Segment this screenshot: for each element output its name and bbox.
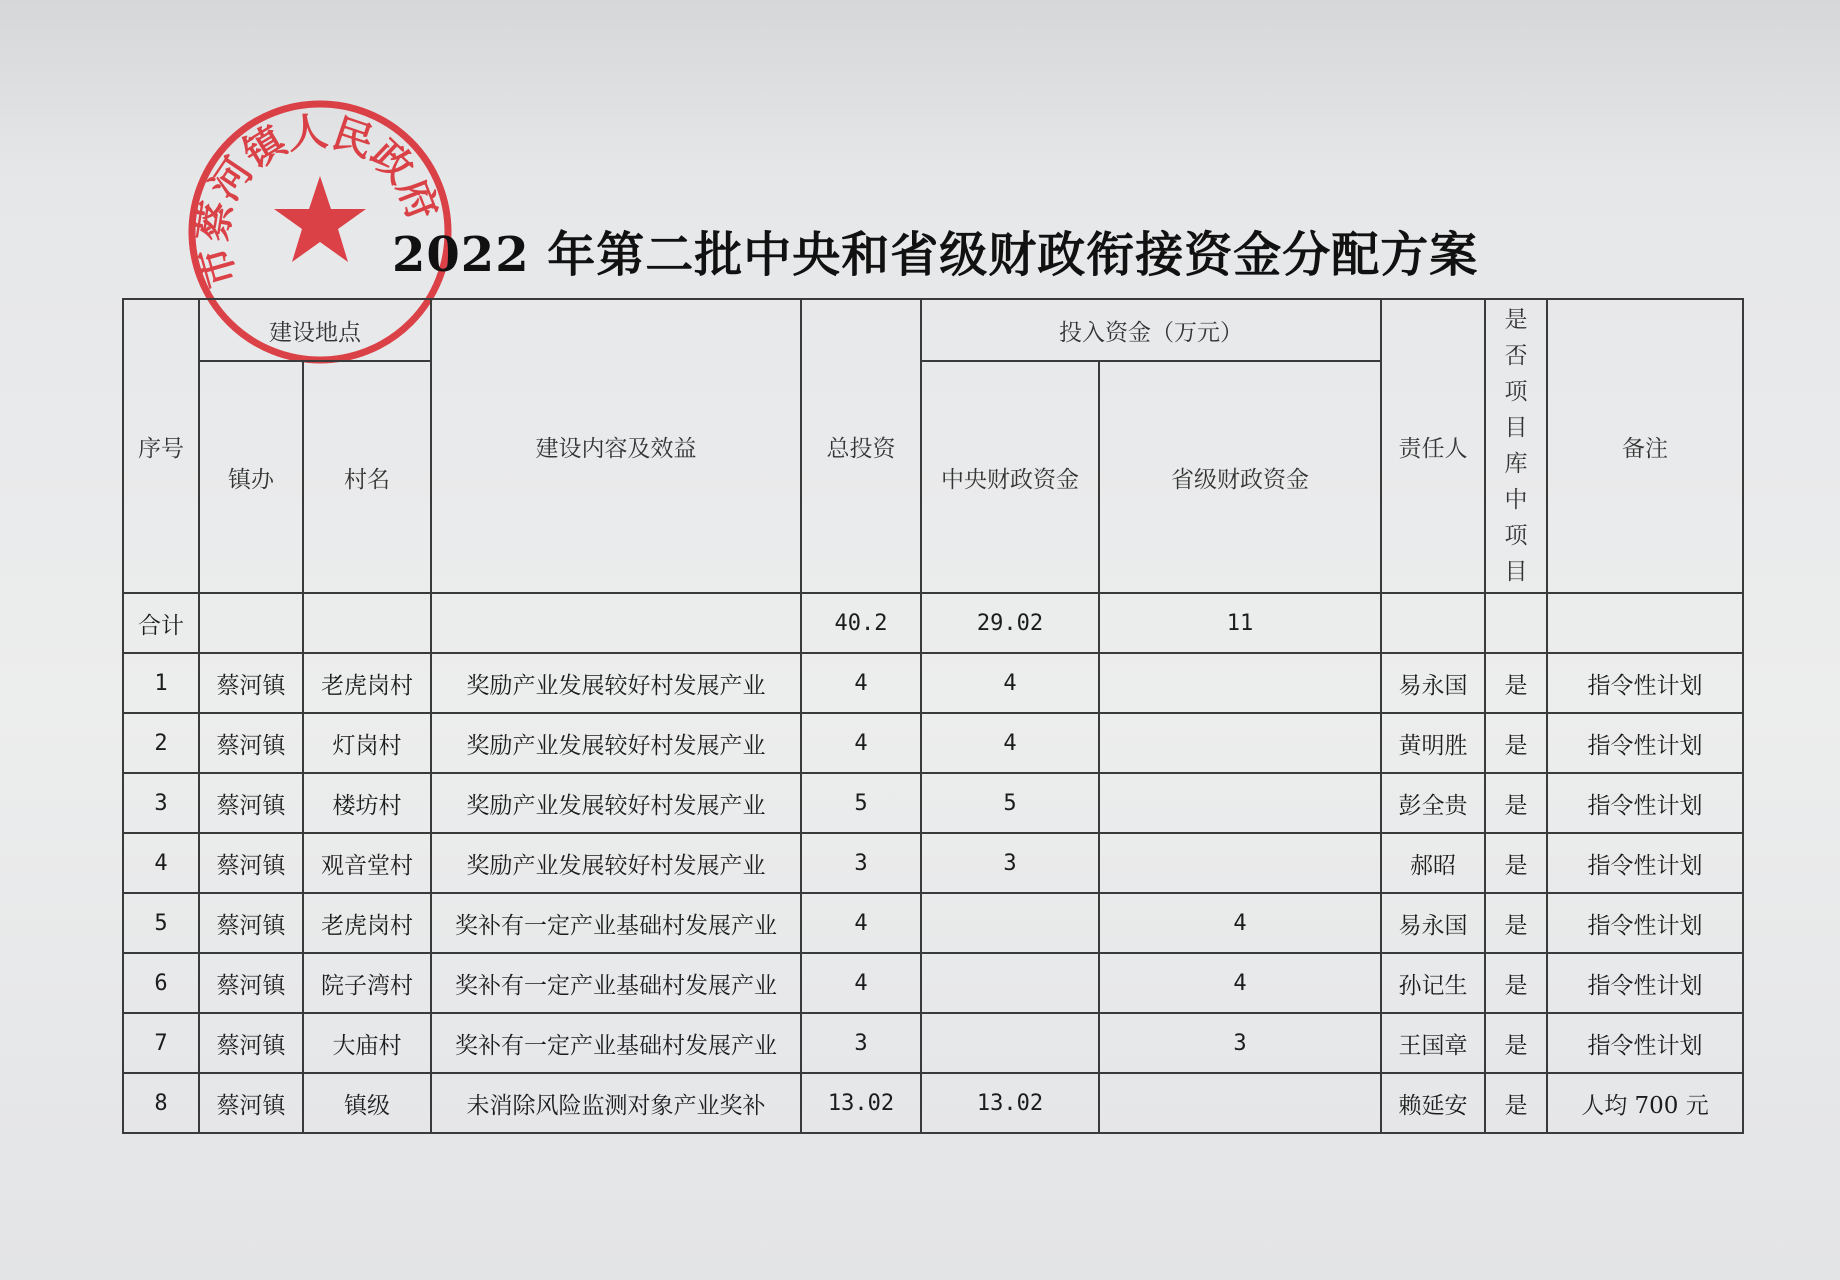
- cell-person: 黄明胜: [1381, 713, 1485, 773]
- header-in-library-char: 库: [1504, 451, 1528, 477]
- cell-central: 5: [921, 773, 1099, 833]
- cell-seq: 2: [123, 713, 199, 773]
- cell-total: 3: [801, 1013, 921, 1073]
- cell-content: 奖励产业发展较好村发展产业: [431, 773, 801, 833]
- cell-remark: 指令性计划: [1547, 653, 1743, 713]
- header-content: 建设内容及效益: [431, 299, 801, 593]
- cell-total: 4: [801, 653, 921, 713]
- cell-provincial: 4: [1099, 893, 1381, 953]
- cell-in-library: 是: [1485, 653, 1547, 713]
- cell-remark: 人均 700 元: [1547, 1073, 1743, 1133]
- header-seq: 序号: [123, 299, 199, 593]
- cell-central: [921, 953, 1099, 1013]
- cell-person: 郝昭: [1381, 833, 1485, 893]
- header-in-library-char: 项: [1504, 523, 1528, 549]
- cell-content: 奖励产业发展较好村发展产业: [431, 713, 801, 773]
- cell-total: 4: [801, 713, 921, 773]
- total-central: 29.02: [921, 593, 1099, 653]
- cell-town: 蔡河镇: [199, 1073, 303, 1133]
- cell-in-library: 是: [1485, 1013, 1547, 1073]
- header-in-library-char: 否: [1504, 343, 1528, 369]
- cell-content: 奖补有一定产业基础村发展产业: [431, 953, 801, 1013]
- cell-in-library: 是: [1485, 833, 1547, 893]
- header-in-library-char: 项: [1504, 379, 1528, 405]
- cell-provincial: [1099, 653, 1381, 713]
- seal-star-icon: [274, 176, 366, 262]
- cell-town: 蔡河镇: [199, 1013, 303, 1073]
- header-in-library-char: 中: [1504, 487, 1528, 513]
- cell-in-library: 是: [1485, 713, 1547, 773]
- header-in-library-char: 目: [1504, 415, 1528, 441]
- cell-village: 老虎岗村: [303, 893, 431, 953]
- header-location-group: 建设地点: [199, 299, 431, 361]
- header-remark: 备注: [1547, 299, 1743, 593]
- cell-total: 5: [801, 773, 921, 833]
- cell-remark: 指令性计划: [1547, 953, 1743, 1013]
- header-in-library: [1485, 299, 1547, 593]
- table-row: [123, 833, 1743, 893]
- total-label: 合计: [123, 593, 199, 653]
- header-provincial: 省级财政资金: [1099, 361, 1381, 593]
- cell-seq: 3: [123, 773, 199, 833]
- header-person: 责任人: [1381, 299, 1485, 593]
- header-funds-group: 投入资金（万元）: [921, 299, 1381, 361]
- total-person-cell: [1381, 593, 1485, 653]
- total-provincial: 11: [1099, 593, 1381, 653]
- header-row-1: [123, 299, 1743, 361]
- cell-total: 13.02: [801, 1073, 921, 1133]
- cell-central: 4: [921, 713, 1099, 773]
- cell-content: 未消除风险监测对象产业奖补: [431, 1073, 801, 1133]
- allocation-table: [122, 298, 1744, 1134]
- cell-remark: 指令性计划: [1547, 833, 1743, 893]
- cell-seq: 7: [123, 1013, 199, 1073]
- cell-town: 蔡河镇: [199, 893, 303, 953]
- cell-seq: 8: [123, 1073, 199, 1133]
- table-row: [123, 893, 1743, 953]
- cell-in-library: 是: [1485, 1073, 1547, 1133]
- cell-person: 孙记生: [1381, 953, 1485, 1013]
- cell-content: 奖补有一定产业基础村发展产业: [431, 893, 801, 953]
- cell-provincial: 3: [1099, 1013, 1381, 1073]
- cell-content: 奖励产业发展较好村发展产业: [431, 653, 801, 713]
- cell-seq: 1: [123, 653, 199, 713]
- cell-village: 灯岗村: [303, 713, 431, 773]
- table-row: [123, 953, 1743, 1013]
- cell-central: [921, 893, 1099, 953]
- cell-person: 彭全贵: [1381, 773, 1485, 833]
- total-library-cell: [1485, 593, 1547, 653]
- total-row: [123, 593, 1743, 653]
- cell-seq: 5: [123, 893, 199, 953]
- table-row: [123, 1013, 1743, 1073]
- table-row: [123, 773, 1743, 833]
- total-remark-cell: [1547, 593, 1743, 653]
- table-row: [123, 1073, 1743, 1133]
- cell-remark: 指令性计划: [1547, 773, 1743, 833]
- table-row: [123, 653, 1743, 713]
- cell-village: 大庙村: [303, 1013, 431, 1073]
- cell-central: 13.02: [921, 1073, 1099, 1133]
- cell-remark: 指令性计划: [1547, 713, 1743, 773]
- cell-village: 楼坊村: [303, 773, 431, 833]
- cell-village: 院子湾村: [303, 953, 431, 1013]
- cell-village: 老虎岗村: [303, 653, 431, 713]
- cell-in-library: 是: [1485, 893, 1547, 953]
- cell-town: 蔡河镇: [199, 773, 303, 833]
- cell-remark: 指令性计划: [1547, 1013, 1743, 1073]
- cell-seq: 4: [123, 833, 199, 893]
- header-central: 中央财政资金: [921, 361, 1099, 593]
- header-in-library-char: 是: [1504, 307, 1528, 333]
- cell-village: 镇级: [303, 1073, 431, 1133]
- header-in-library-char: 目: [1504, 559, 1528, 585]
- cell-central: 3: [921, 833, 1099, 893]
- cell-in-library: 是: [1485, 773, 1547, 833]
- header-total: 总投资: [801, 299, 921, 593]
- cell-total: 3: [801, 833, 921, 893]
- header-town: 镇办: [199, 361, 303, 593]
- cell-town: 蔡河镇: [199, 953, 303, 1013]
- cell-total: 4: [801, 893, 921, 953]
- cell-remark: 指令性计划: [1547, 893, 1743, 953]
- cell-provincial: [1099, 713, 1381, 773]
- cell-person: 易永国: [1381, 653, 1485, 713]
- cell-central: [921, 1013, 1099, 1073]
- cell-total: 4: [801, 953, 921, 1013]
- cell-town: 蔡河镇: [199, 653, 303, 713]
- header-village: 村名: [303, 361, 431, 593]
- cell-town: 蔡河镇: [199, 713, 303, 773]
- cell-town: 蔡河镇: [199, 833, 303, 893]
- cell-person: 易永国: [1381, 893, 1485, 953]
- cell-content: 奖补有一定产业基础村发展产业: [431, 1013, 801, 1073]
- cell-provincial: [1099, 773, 1381, 833]
- cell-central: 4: [921, 653, 1099, 713]
- cell-seq: 6: [123, 953, 199, 1013]
- cell-person: 赖延安: [1381, 1073, 1485, 1133]
- cell-provincial: 4: [1099, 953, 1381, 1013]
- document-title: 2022 年第二批中央和省级财政衔接资金分配方案: [392, 227, 1479, 283]
- table-row: [123, 713, 1743, 773]
- cell-village: 观音堂村: [303, 833, 431, 893]
- cell-provincial: [1099, 833, 1381, 893]
- cell-in-library: 是: [1485, 953, 1547, 1013]
- total-town-cell: [199, 593, 303, 653]
- total-village-cell: [303, 593, 431, 653]
- cell-person: 王国章: [1381, 1013, 1485, 1073]
- svg-text:市蔡河镇人民政府: 市蔡河镇人民政府: [188, 107, 447, 293]
- total-content-cell: [431, 593, 801, 653]
- total-investment: 40.2: [801, 593, 921, 653]
- cell-content: 奖励产业发展较好村发展产业: [431, 833, 801, 893]
- cell-provincial: [1099, 1073, 1381, 1133]
